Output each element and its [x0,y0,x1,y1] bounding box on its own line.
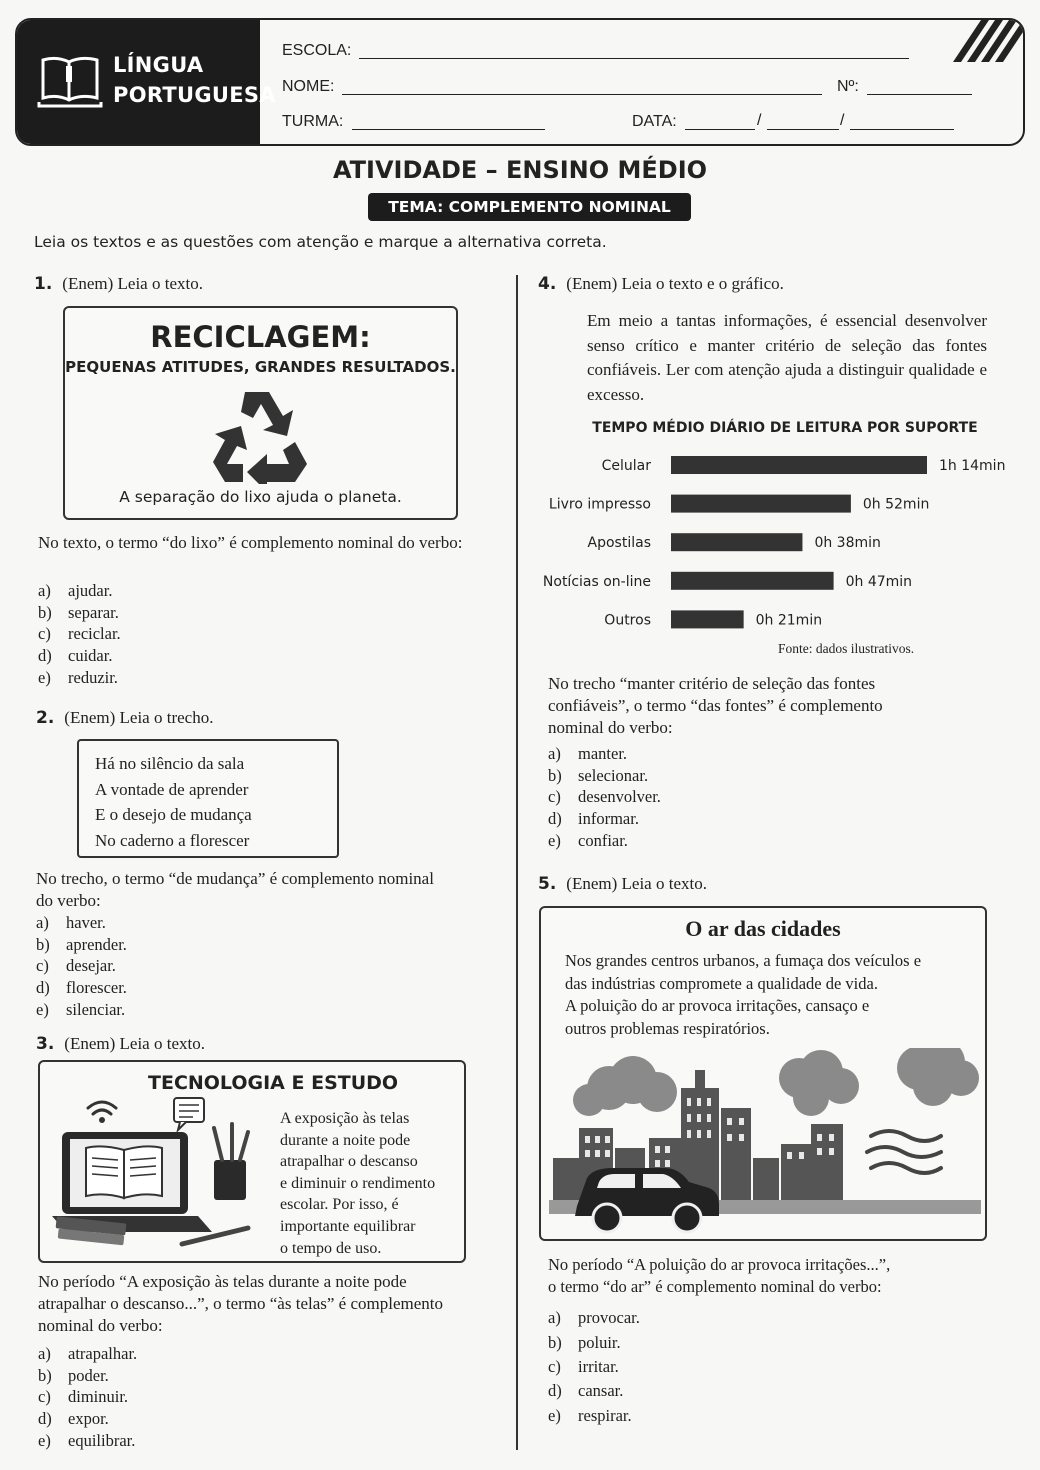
laptop-icon [52,1092,262,1260]
q5-stem-line: o termo “do ar” é complemento nominal do verbo: [548,1277,882,1296]
q1-number: 1. [34,274,53,294]
q4-header [538,274,784,294]
q1-option[interactable]: a) ajudar. [38,580,113,600]
q5-box-title: O ar das cidades [685,916,841,941]
q5-box-line: Nos grandes centros urbanos, a fumaça dos veículos e [565,951,922,970]
chart-bar [671,533,802,551]
q4-stem: No trecho “manter critério de seleção das fontes confiáveis”, o termo “das fontes” é complemento nominal do verbo: [548,674,883,737]
turma-label: TURMA: [282,113,344,130]
q5-stem-line: No período “A poluição do ar provoca irritações...”, [548,1255,891,1274]
q3-box-line: e diminuir o rendimento [280,1174,436,1192]
q2-header [36,708,213,728]
q1-options [38,580,121,689]
q5-options [548,1306,640,1428]
column-divider [516,275,518,1450]
q3-number: 3. [36,1034,55,1054]
bar-chart-svg [530,448,1010,638]
chart-category-label: Notícias on-line [542,573,651,590]
book-icon [37,52,103,110]
decorative-stripes [953,20,1023,70]
chart-value-label: 1h 14min [939,458,1006,474]
chart-source: Fonte: dados ilustrativos. [778,641,915,656]
q4-option[interactable]: b) selecionar. [548,765,649,785]
chart-category-label: Apostilas [587,535,651,552]
numero-field[interactable] [867,94,972,95]
q2-option[interactable]: c) desejar. [36,956,116,976]
q5-box-line: das indústrias compromete a qualidade de vida. [565,973,878,993]
q3-box-line: escolar. Por isso, é [280,1196,399,1214]
worksheet-header [15,18,1025,146]
q2-options [36,912,127,1021]
q3-option[interactable]: b) poder. [38,1365,109,1385]
chart-bar [671,610,744,628]
recycle-icon [207,388,313,484]
poem-line: No caderno a florescer [95,830,250,850]
subject-line2: PORTUGUESA [113,83,276,107]
q2-intro: (Enem) Leia o trecho. [64,708,214,727]
q4-option[interactable]: a) manter. [548,743,628,763]
q1-option[interactable]: d) cuidar. [38,646,113,666]
q4-number: 4. [538,274,557,294]
q5-header [538,874,707,894]
numero-label: Nº: [837,78,859,95]
q1-option[interactable]: e) reduzir. [38,668,118,688]
data-day-field[interactable] [685,129,755,130]
q1-text-box [63,306,458,520]
chart-category-label: Celular [601,458,651,474]
q3-option[interactable]: a) atrapalhar. [38,1343,138,1363]
q3-text-box [38,1060,466,1263]
q5-number: 5. [538,874,557,894]
q5-option[interactable]: e) respirar. [548,1405,632,1425]
q3-box-line: durante a noite pode [280,1131,411,1149]
q3-stem: No período “A exposição às telas durante a noite pode atrapalhar o descanso...”, o termo “às telas” é complemento nominal do verbo: [38,1272,443,1335]
q1-box-subtitle: PEQUENAS ATITUDES, GRANDES RESULTADOS. [65,358,456,376]
q4-options [548,743,661,852]
q1-box-caption: A separação do lixo ajuda o planeta. [119,488,402,506]
reading-time-chart [530,448,1010,642]
data-label: DATA: [632,113,677,130]
chart-value-label: 0h 21min [755,612,823,629]
chart-category-label: Outros [604,612,651,629]
q5-box-line: A poluição do ar provoca irritações, cansaço e [565,996,870,1015]
q1-option[interactable]: b) separar. [38,602,119,622]
q1-box-title: RECICLAGEM: [150,320,371,354]
q4-option[interactable]: e) confiar. [548,831,628,851]
chart-value-label: 0h 52min [862,496,930,513]
q4-text: Em meio a tantas informações, é essencial desenvolver senso crítico e manter critério de seleção das fontes confiáveis. Ler com atenção ajuda a distinguir qualidade e excesso. [587,311,987,404]
q3-box-line: importante equilibrar [280,1217,416,1235]
data-year-field[interactable] [850,129,954,130]
q3-option[interactable]: d) expor. [38,1409,109,1429]
q2-option[interactable]: d) florescer. [36,978,127,998]
q3-header [36,1034,205,1054]
page-title: ATIVIDADE – ENSINO MÉDIO [332,156,708,184]
q2-option[interactable]: a) haver. [36,912,106,932]
q5-option[interactable]: d) cansar. [548,1381,624,1401]
q3-option[interactable]: e) equilibrar. [38,1431,136,1451]
chart-value-label: 0h 47min [845,573,913,590]
chart-value-label: 0h 38min [814,535,881,552]
q2-stem: No trecho, o termo “de mudança” é complemento nominal do verbo: [36,869,434,910]
q4-intro: (Enem) Leia o texto e o gráfico. [566,274,784,293]
q1-option[interactable]: c) reciclar. [38,624,121,644]
q3-intro: (Enem) Leia o texto. [64,1034,205,1053]
subject-line1: LÍNGUA [113,53,204,77]
q5-option[interactable]: b) poluir. [548,1332,621,1352]
q3-options [38,1343,137,1452]
chart-bar [671,495,851,513]
q5-stem [548,1254,890,1298]
escola-label: ESCOLA: [282,42,352,59]
polluted-city-illustration [549,1048,981,1234]
q5-intro: (Enem) Leia o texto. [566,874,707,893]
q2-number: 2. [36,708,55,728]
q5-box-line: outros problemas respiratórios. [565,1018,770,1038]
date-slash: / [757,112,762,129]
q3-box-title: TECNOLOGIA E ESTUDO [148,1072,399,1094]
q3-box-line: o tempo de uso. [280,1239,382,1257]
subject-brand [17,20,276,146]
chart-bar [671,456,927,474]
q5-option[interactable]: c) irritar. [548,1356,619,1376]
q5-option[interactable]: a) provocar. [548,1308,640,1328]
escola-field[interactable] [359,58,909,59]
q4-option[interactable]: c) desenvolver. [548,787,661,807]
q1-intro: (Enem) Leia o texto. [62,274,203,293]
chart-title: TEMPO MÉDIO DIÁRIO DE LEITURA POR SUPORTE [592,420,978,436]
q2-poem-box [77,739,339,858]
instructions: Leia os textos e as questões com atenção e marque a alternativa correta. [34,233,607,251]
poem-line: E o desejo de mudança [95,805,252,824]
q1-stem: No texto, o termo “do lixo” é complemento nominal do verbo: [38,533,463,552]
chart-bar [671,572,834,590]
q4-option[interactable]: d) informar. [548,809,639,829]
q1-header [34,274,203,294]
turma-field[interactable] [352,129,545,130]
q3-box-line: atrapalhar o descanso [280,1153,418,1171]
date-slash: / [840,112,845,129]
q3-box-line: A exposição às telas [280,1110,410,1127]
nome-label: NOME: [282,78,335,95]
q2-option[interactable]: e) silenciar. [36,1000,126,1020]
q5-text-box [539,906,987,1241]
data-month-field[interactable] [767,129,839,130]
chart-category-label: Livro impresso [548,496,651,513]
poem-line: Há no silêncio da sala [95,754,245,773]
poem-line: A vontade de aprender [95,779,249,799]
tema-badge: TEMA: COMPLEMENTO NOMINAL [368,193,691,221]
q2-option[interactable]: b) aprender. [36,934,127,954]
nome-field[interactable] [342,94,822,95]
q3-option[interactable]: c) diminuir. [38,1387,129,1407]
